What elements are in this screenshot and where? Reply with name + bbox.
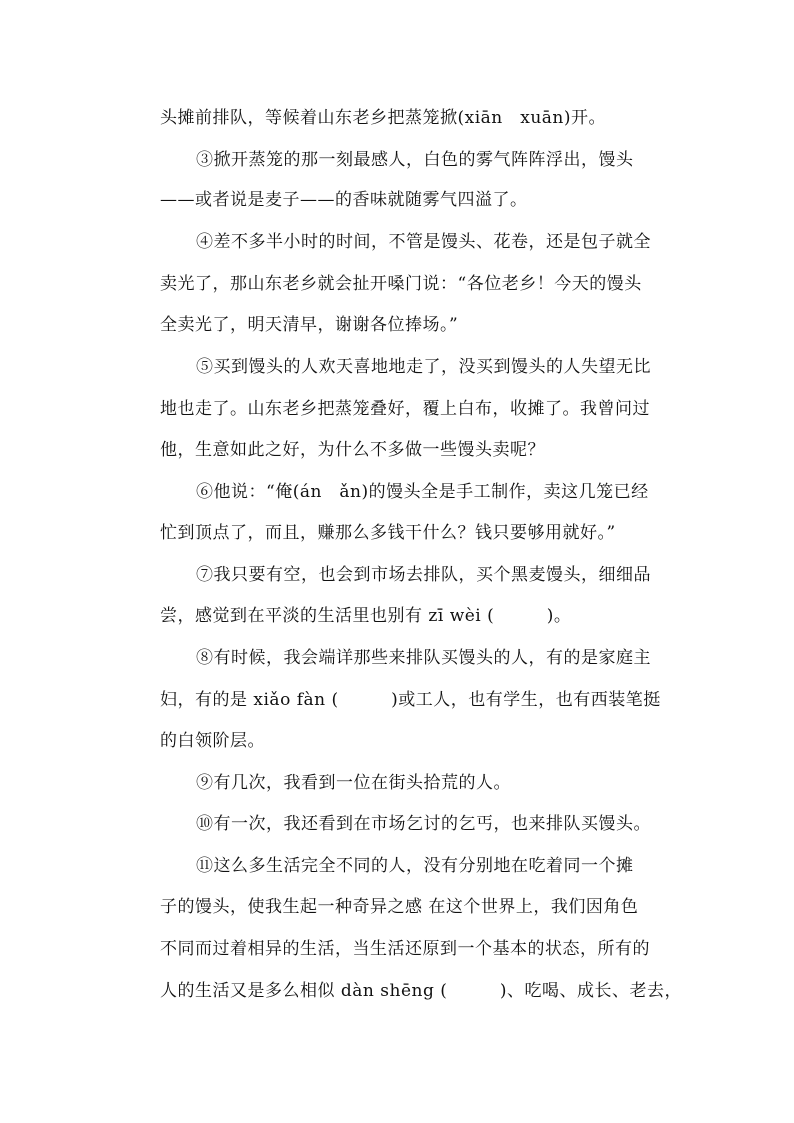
text-line: 妇，有的是 xiǎo fàn ( )或工人，也有学生，也有西装笔挺 [160, 690, 661, 710]
text-line: ③掀开蒸笼的那一刻最感人，白色的雾气阵阵浮出，馒头 [196, 150, 634, 170]
text-line: 尝，感觉到在平淡的生活里也别有 zī wèi ( )。 [160, 606, 572, 626]
text-line: 全卖光了，明天清早，谢谢各位捧场。” [160, 315, 459, 335]
text-line: 子的馒头，使我生起一种奇异之感 在这个世界上，我们因角色 [160, 897, 639, 917]
text-line: ——或者说是麦子——的香味就随雾气四溢了。 [160, 190, 528, 210]
text-line: 忙到顶点了，而且，赚那么多钱干什么？钱只要够用就好。” [160, 523, 616, 543]
text-line: 地也走了。山东老乡把蒸笼叠好，覆上白布，收摊了。我曾问过 [160, 399, 650, 419]
text-line: ⑨有几次，我看到一位在街头拾荒的人。 [196, 773, 511, 793]
text-line: ⑩有一次，我还看到在市场乞讨的乞丐，也来排队买馒头。 [196, 814, 651, 834]
text-line: ⑤买到馒头的人欢天喜地地走了，没买到馒头的人失望无比 [196, 357, 651, 377]
text-line: 人的生活又是多么相似 dàn shēng ( )、吃喝、成长、老去， [160, 981, 683, 1001]
text-line: 卖光了，那山东老乡就会扯开嗓门说：“各位老乡！今天的馒头 [160, 274, 642, 294]
text-line: 不同而过着相异的生活，当生活还原到一个基本的状态，所有的 [160, 939, 650, 959]
text-line: ④差不多半小时的时间，不管是馒头、花卷，还是包子就全 [196, 232, 651, 252]
text-line: 的白领阶层。 [160, 731, 265, 751]
text-line: ⑦我只要有空，也会到市场去排队，买个黑麦馒头，细细品 [196, 565, 651, 585]
text-line: ⑧有时候，我会端详那些来排队买馒头的人，有的是家庭主 [196, 648, 651, 668]
text-line: 头摊前排队，等候着山东老乡把蒸笼掀(xiān xuān)开。 [160, 108, 606, 128]
text-line: ⑥他说：“俺(án ǎn)的馒头全是手工制作，卖这几笼已经 [196, 482, 649, 502]
text-line: ⑪这么多生活完全不同的人，没有分别地在吃着同一个摊 [196, 856, 634, 876]
text-line: 他，生意如此之好，为什么不多做一些馒头卖呢？ [160, 440, 545, 460]
